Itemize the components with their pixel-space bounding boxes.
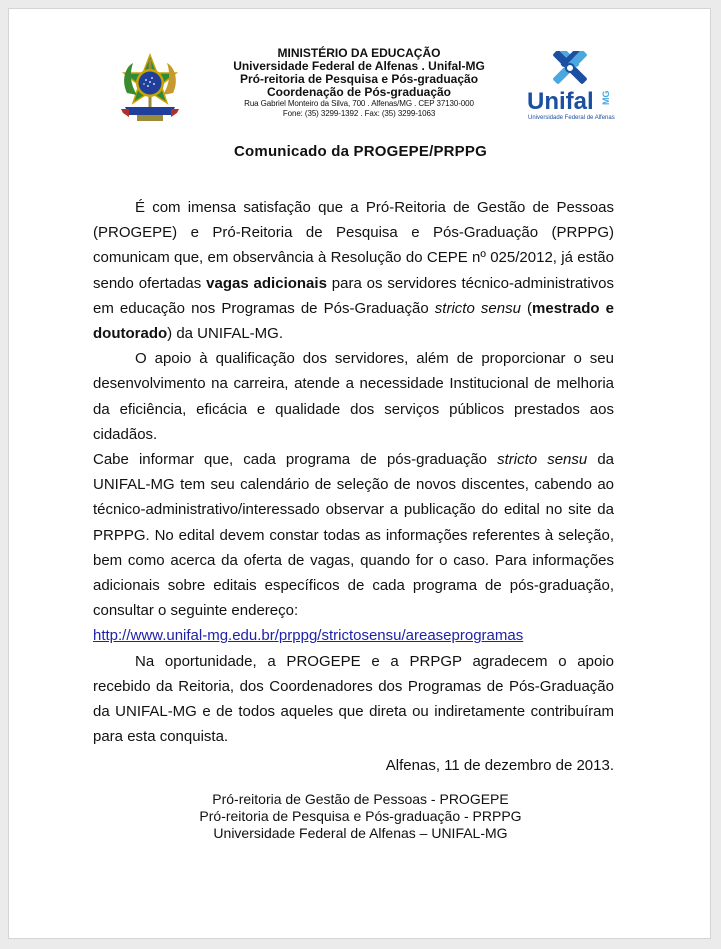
p1-text-a: É com imensa satisfação que a Pró-Reitoria de Gestão de Pessoas (PROGEPE) e Pró-Reitoria de Pesquisa e Pós-Graduação (PRPPG) comunicam que, em observância à Resolução do CEPE nº 025/2012, já estão sendo ofertadas <box>93 199 614 292</box>
paragraph-2: O apoio à qualificação dos servidores, além de proporcionar o seu desenvolvimento na carreira, atende a necessidade Institucional de melhoria da eficiência, eficácia e qualidade dos serviços públicos prestados aos cidadãos. <box>93 350 614 443</box>
brazil-coat-of-arms-icon <box>117 53 183 123</box>
footer-line-unifal: Universidade Federal de Alfenas – UNIFAL-MG <box>213 825 508 841</box>
coordination-office: Coordenação de Pós-graduação <box>266 85 452 99</box>
programs-link-line <box>93 623 614 648</box>
date-line: Alfenas, 11 de dezembro de 2013. <box>385 757 614 775</box>
logo-subtitle: Universidade Federal de Alfenas <box>528 115 615 121</box>
logo-wordmark: Unifal <box>527 88 594 115</box>
paragraph-3 <box>93 447 614 623</box>
p3-text-c: da UNIFAL-MG tem seu calendário de seleção de novos discentes, cabendo ao técnico-administrativo/interessado observar a publicação do edital no site da PRPPG. No edital devem constar todas as informações referentes à seleção, bem como acerca da oferta de vagas, quando for o caso. Para informações adicionais sobre editais específicos de cada programa de pós-graduação, consultar o seguinte endereço: <box>93 451 615 620</box>
p1-text-g: ) da UNIFAL-MG. <box>167 325 284 343</box>
ministry-name: MINISTÉRIO DA EDUCAÇÃO <box>277 46 441 60</box>
unifal-logo <box>525 51 615 123</box>
signature-block <box>9 791 712 842</box>
paragraph-4: Na oportunidade, a PROGEPE e a PRPGP agradecem o apoio recebido da Reitoria, dos Coordenadores dos Programas de Pós-Graduação da UNIFAL-MG e de todos aqueles que direta ou indiretamente contribuíram para esta conquista. <box>93 652 614 746</box>
p1-bold-mestrado: mestrado e doutorado <box>93 299 614 343</box>
p1-bold-vagas: vagas adicionais <box>206 274 327 292</box>
paragraph-1 <box>93 195 614 346</box>
p1-text-c: para os servidores técnico-administrativos em educação nos Programas de Pós-Graduação <box>93 274 614 317</box>
logo-state: MG <box>601 90 611 105</box>
unifal-cross-icon <box>552 51 587 85</box>
phone-line: Fone: (35) 3299-1392 . Fax: (35) 3299-1063 <box>282 109 436 118</box>
p1-italic-stricto: stricto sensu <box>434 299 521 317</box>
letterhead <box>199 47 519 119</box>
p3-text-a: Cabe informar que, cada programa de pós-graduação <box>93 451 498 469</box>
university-name: Universidade Federal de Alfenas . Unifal-MG <box>233 59 485 73</box>
document-title: Comunicado da PROGEPE/PRPPG <box>234 143 487 160</box>
p3-italic-stricto: stricto sensu <box>497 451 588 469</box>
address-line: Rua Gabriel Monteiro da Silva, 700 . Alfenas/MG . CEP 37130-000 <box>244 99 474 108</box>
document-body <box>93 195 614 779</box>
p1-text-e: ( <box>520 299 533 317</box>
footer-line-prppg: Pró-reitoria de Pesquisa e Pós-graduação - PRPPG <box>199 808 522 824</box>
footer-line-progepe: Pró-reitoria de Gestão de Pessoas - PROGEPE <box>212 791 509 807</box>
prorector-office: Pró-reitoria de Pesquisa e Pós-graduação <box>239 72 479 86</box>
document-page <box>8 8 711 939</box>
programs-link[interactable]: http://www.unifal-mg.edu.br/prppg/strictosensu/areaseprogramas <box>93 627 524 645</box>
